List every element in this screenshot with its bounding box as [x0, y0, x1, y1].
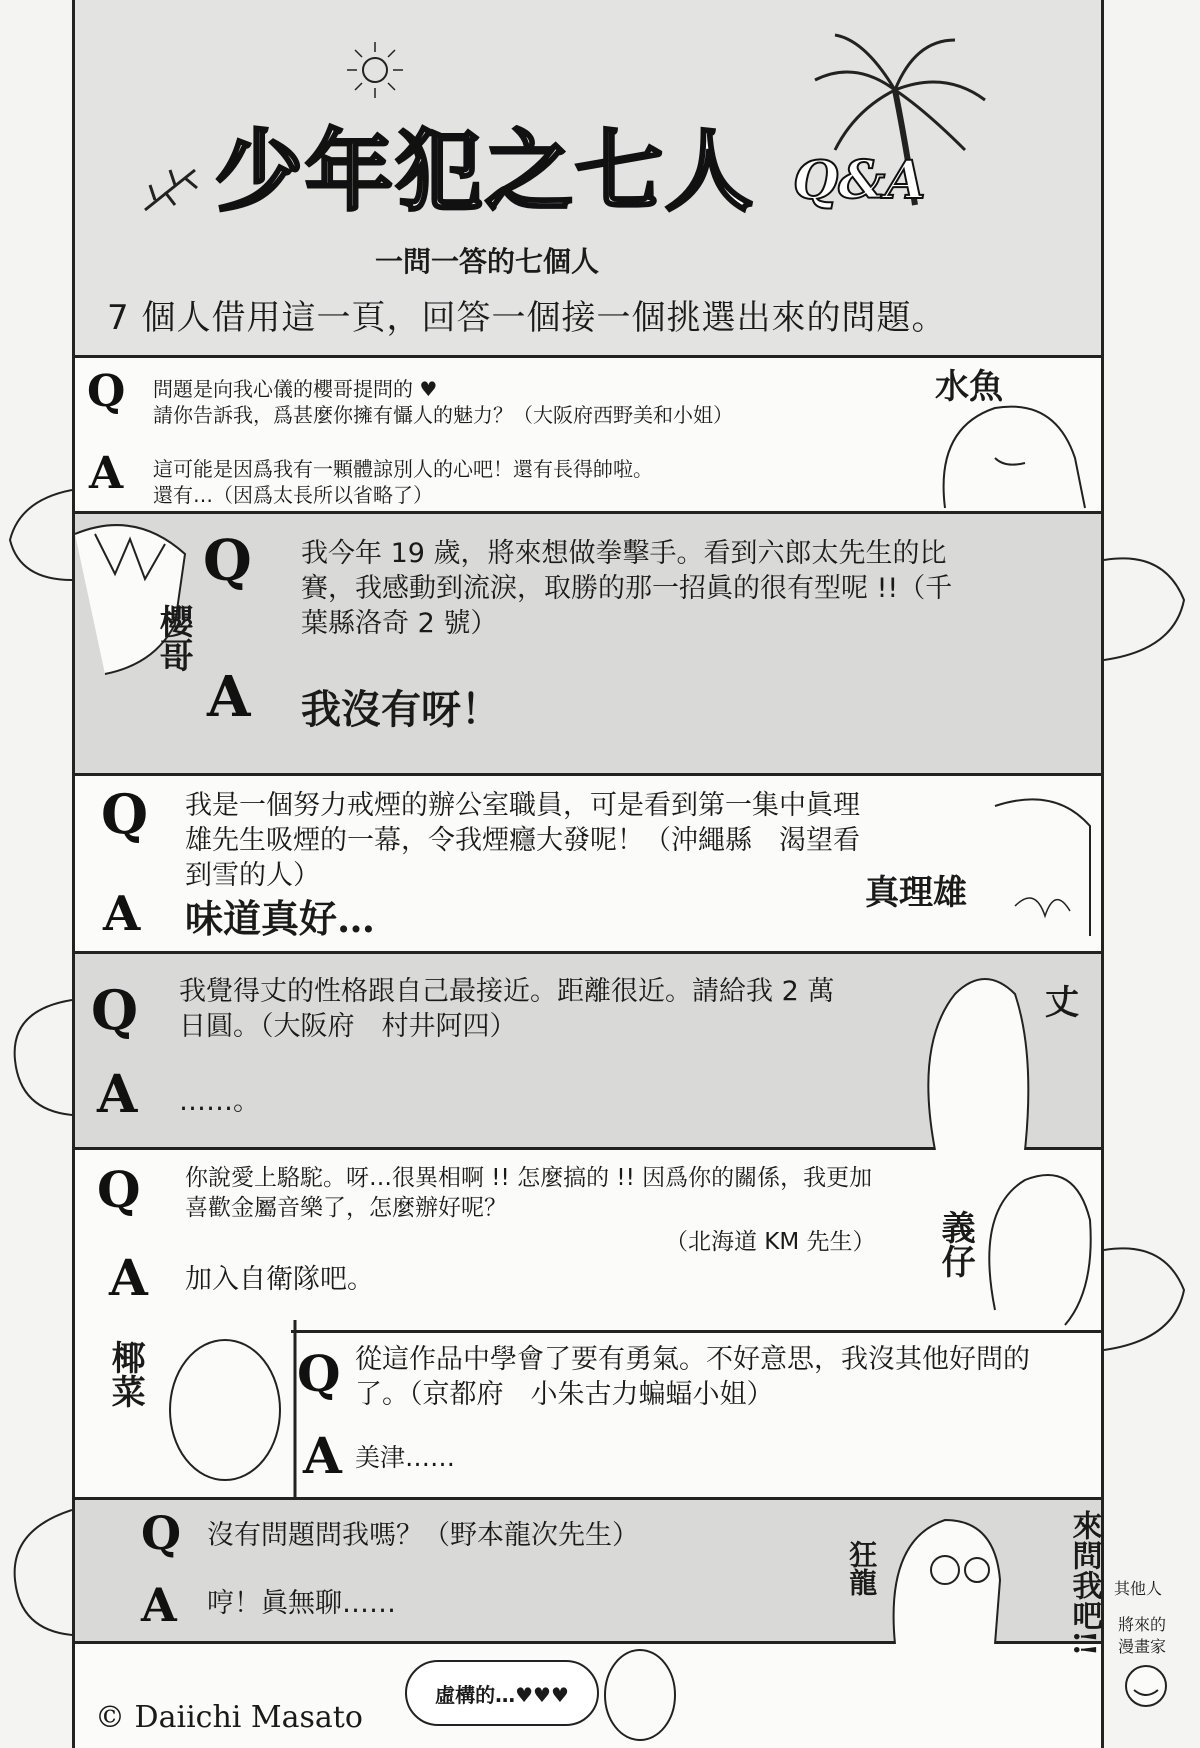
character-portrait [935, 358, 1095, 510]
page-title: 少年犯之七人 [215, 120, 756, 223]
question-label: Q [141, 1506, 182, 1560]
question-text: 我覺得丈的性格跟自己最接近。距離很近。請給我 2 萬日圓。（大阪府 村井阿四） [179, 976, 835, 1043]
answer-text: ……。 [179, 1086, 260, 1117]
qa-panel-7 [75, 1500, 1101, 1644]
sun-icon [345, 40, 405, 100]
intro-text: 7 個人借用這一頁，回答一個接一個挑選出來的問題。 [107, 298, 947, 338]
question-label: Q [203, 528, 252, 594]
character-name: 椰菜 [105, 1340, 146, 1408]
question-text: 沒有問題問我嗎？（野本龍次先生） [207, 1520, 639, 1551]
question-label: Q [87, 366, 126, 417]
manga-page [72, 0, 1104, 1748]
answer-text: 美津…… [355, 1443, 456, 1472]
answer-text: 味道真好… [185, 896, 376, 941]
answer-label: A [141, 1578, 177, 1632]
question-text: 從這作品中學會了要有勇氣。不好意思，我沒其他好問的了。（京都府 小朱古力蝙蝠小姐） [355, 1344, 1030, 1411]
answer-text: 這可能是因爲我有一顆體諒別人的心吧！還有長得帥啦。 還有…（因爲太長所以省略了） [153, 457, 653, 507]
qa-panel-5 [75, 1150, 1101, 1330]
page-subtitle: 一問一答的七個人 [375, 245, 600, 278]
margin-portrait-right-1 [1104, 540, 1200, 670]
character-portrait [915, 954, 1035, 1150]
answer-label: A [207, 664, 251, 730]
ask-me-caption: 來問我吧!! [1066, 1510, 1102, 1657]
question-text: 問題是向我心儀的櫻哥提問的 ♥ 請你告訴我，爲甚麼你擁有懾人的魅力？（大阪府西野美和小姐） [153, 377, 733, 427]
margin-portrait-right-2 [1104, 1230, 1200, 1360]
speech-bubble: 虛構的…♥♥♥ [405, 1660, 599, 1726]
artist-portrait [1116, 1660, 1176, 1710]
answer-text: 我沒有呀！ [301, 686, 501, 733]
qa-panel-4 [75, 954, 1101, 1150]
copyright-signature: © Daiichi Masato [95, 1700, 363, 1735]
character-name: 櫻哥 [153, 604, 194, 672]
plant-sprig-icon [135, 160, 205, 220]
others-label: 其他人 [1114, 1579, 1163, 1598]
answer-text: 加入自衛隊吧。 [185, 1264, 374, 1295]
character-name: 真理雄 [865, 873, 967, 913]
character-portrait [975, 786, 1095, 946]
question-label: Q [297, 1344, 341, 1403]
question-label: Q [101, 782, 149, 846]
answer-label: A [89, 448, 124, 499]
header-panel [75, 0, 1101, 358]
question-label: Q [97, 1160, 141, 1219]
character-portrait [975, 1150, 1095, 1330]
answer-label: A [97, 1064, 138, 1125]
qa-panel-6 [75, 1330, 1101, 1500]
character-name: 狂龍 [845, 1540, 879, 1596]
character-name: 義仔 [935, 1210, 976, 1278]
question-source: （北海道 KM 先生） [665, 1229, 876, 1255]
answer-label: A [109, 1248, 148, 1307]
character-name: 水魚 [935, 367, 1003, 407]
character-portrait [155, 1320, 305, 1500]
answer-label: A [303, 1426, 342, 1485]
bald-man-portrait [595, 1640, 685, 1748]
qa-panel-3 [75, 776, 1101, 954]
answer-label: A [103, 886, 141, 942]
margin-portrait-left-2 [0, 990, 72, 1120]
title-qa-suffix: Q&A [793, 150, 926, 211]
margin-portrait-left-1 [0, 480, 72, 590]
margin-portrait-left-3 [0, 1500, 72, 1640]
qa-panel-1 [75, 358, 1101, 514]
question-text: 我是一個努力戒煙的辦公室職員，可是看到第一集中眞理雄先生吸煙的一幕，令我煙癮大發呢！（沖繩縣 渴望看到雪的人） [185, 790, 860, 892]
character-portrait [885, 1500, 1005, 1644]
question-text: 我今年 19 歲，將來想做拳擊手。看到六郎太先生的比賽，我感動到流淚，取勝的那一招眞的很有型呢 !!（千葉縣洛奇 2 號） [301, 538, 953, 640]
answer-text: 哼！眞無聊…… [207, 1588, 396, 1619]
question-text: 你說愛上駱駝。呀…很異相啊 !! 怎麼搞的 !! 因爲你的關係，我更加喜歡金屬音樂了，怎麼辦好呢？ [185, 1165, 873, 1221]
qa-panel-2 [75, 514, 1101, 776]
future-artist-label: 將來的漫畫家 [1118, 1615, 1167, 1656]
character-name: 丈 [1045, 983, 1079, 1023]
question-label: Q [91, 978, 139, 1042]
